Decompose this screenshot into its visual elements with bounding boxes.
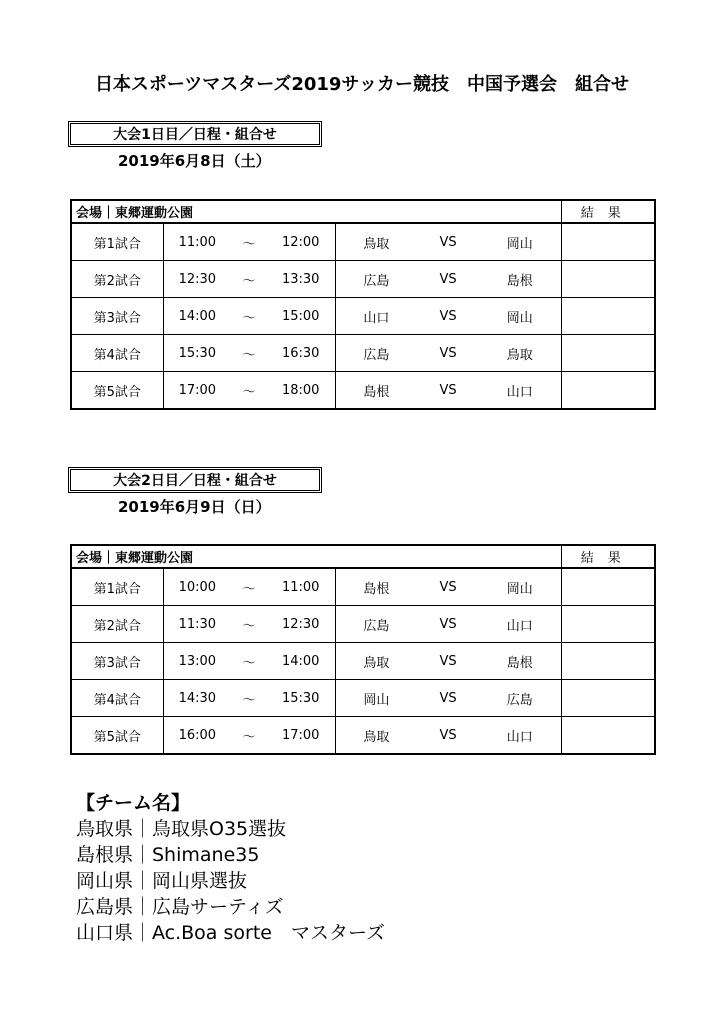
away-team: 広島 — [506, 692, 533, 708]
versus-label: VS — [439, 345, 457, 361]
versus-label: VS — [439, 727, 457, 743]
matchup — [335, 680, 561, 717]
start-time: 17:00 — [178, 382, 217, 398]
match-row — [71, 223, 655, 261]
team-entry: 島根県｜Shimane35 — [76, 844, 260, 866]
team-entry: 広島県｜広島サーティズ — [76, 896, 284, 918]
start-time: 10:00 — [178, 579, 217, 595]
time-separator: ～ — [242, 347, 256, 363]
start-time: 13:00 — [178, 653, 217, 669]
home-team: 広島 — [363, 618, 390, 634]
time-separator: ～ — [242, 384, 256, 400]
away-team: 島根 — [506, 655, 533, 671]
away-team: 山口 — [506, 618, 533, 634]
result-cell — [561, 298, 655, 335]
time-separator: ～ — [242, 236, 256, 252]
match-time — [163, 606, 335, 643]
match-time — [163, 717, 335, 755]
match-number: 第4試合 — [71, 335, 163, 372]
away-team: 山口 — [506, 384, 533, 400]
day2-schedule-table — [70, 544, 656, 755]
start-time: 15:30 — [178, 345, 217, 361]
home-team: 広島 — [363, 273, 390, 289]
result-cell — [561, 223, 655, 261]
day2-date: 2019年6月9日（日） — [118, 498, 271, 516]
away-team: 岡山 — [506, 310, 533, 326]
away-team: 岡山 — [506, 581, 533, 597]
end-time: 15:30 — [281, 690, 320, 706]
away-team: 山口 — [506, 729, 533, 745]
day1-date: 2019年6月8日（土） — [118, 152, 271, 170]
match-row — [71, 261, 655, 298]
match-time — [163, 372, 335, 410]
end-time: 13:30 — [281, 271, 320, 287]
home-team: 鳥取 — [363, 655, 390, 671]
home-team: 鳥取 — [363, 236, 390, 252]
matchup — [335, 261, 561, 298]
matchup — [335, 372, 561, 410]
start-time: 14:00 — [178, 308, 217, 324]
versus-label: VS — [439, 579, 457, 595]
time-separator: ～ — [242, 618, 256, 634]
start-time: 11:30 — [178, 616, 217, 632]
match-row — [71, 680, 655, 717]
away-team: 島根 — [506, 273, 533, 289]
table-header-row — [71, 545, 655, 568]
match-row — [71, 606, 655, 643]
home-team: 島根 — [363, 581, 390, 597]
home-team: 岡山 — [363, 692, 390, 708]
matchup — [335, 606, 561, 643]
match-row — [71, 717, 655, 755]
team-entry: 鳥取県｜鳥取県O35選抜 — [76, 818, 287, 840]
match-row — [71, 335, 655, 372]
end-time: 11:00 — [281, 579, 320, 595]
match-row — [71, 643, 655, 680]
match-number: 第4試合 — [71, 680, 163, 717]
result-cell — [561, 372, 655, 410]
match-time — [163, 298, 335, 335]
time-separator: ～ — [242, 692, 256, 708]
match-number: 第5試合 — [71, 717, 163, 755]
versus-label: VS — [439, 690, 457, 706]
result-header: 結果 — [561, 545, 655, 568]
end-time: 17:00 — [281, 727, 320, 743]
end-time: 12:00 — [281, 234, 320, 250]
versus-label: VS — [439, 616, 457, 632]
away-team: 岡山 — [506, 236, 533, 252]
matchup — [335, 568, 561, 606]
match-time — [163, 680, 335, 717]
matchup — [335, 717, 561, 755]
match-time — [163, 335, 335, 372]
versus-label: VS — [439, 382, 457, 398]
match-number: 第3試合 — [71, 298, 163, 335]
match-row — [71, 568, 655, 606]
match-time — [163, 568, 335, 606]
versus-label: VS — [439, 234, 457, 250]
match-number: 第1試合 — [71, 223, 163, 261]
matchup — [335, 298, 561, 335]
start-time: 16:00 — [178, 727, 217, 743]
match-row — [71, 298, 655, 335]
match-number: 第5試合 — [71, 372, 163, 410]
result-cell — [561, 717, 655, 755]
time-separator: ～ — [242, 655, 256, 671]
start-time: 14:30 — [178, 690, 217, 706]
result-cell — [561, 680, 655, 717]
matchup — [335, 223, 561, 261]
start-time: 12:30 — [178, 271, 217, 287]
time-separator: ～ — [242, 581, 256, 597]
versus-label: VS — [439, 308, 457, 324]
result-cell — [561, 643, 655, 680]
match-number: 第2試合 — [71, 606, 163, 643]
home-team: 広島 — [363, 347, 390, 363]
end-time: 18:00 — [281, 382, 320, 398]
match-row — [71, 372, 655, 410]
time-separator: ～ — [242, 729, 256, 745]
team-entry: 岡山県｜岡山県選抜 — [76, 870, 248, 892]
match-number: 第2試合 — [71, 261, 163, 298]
match-time — [163, 643, 335, 680]
away-team: 鳥取 — [506, 347, 533, 363]
result-cell — [561, 261, 655, 298]
page-title: 日本スポーツマスターズ2019サッカー競技 中国予選会 組合せ — [94, 74, 630, 95]
result-header: 結果 — [561, 200, 655, 223]
match-time — [163, 223, 335, 261]
home-team: 島根 — [363, 384, 390, 400]
versus-label: VS — [439, 653, 457, 669]
result-cell — [561, 606, 655, 643]
result-cell — [561, 335, 655, 372]
home-team: 鳥取 — [363, 729, 390, 745]
team-list-heading: 【チーム名】 — [76, 792, 191, 814]
day2-label-box: 大会2日目／日程・組合せ — [68, 467, 322, 493]
time-separator: ～ — [242, 273, 256, 289]
end-time: 14:00 — [281, 653, 320, 669]
match-number: 第1試合 — [71, 568, 163, 606]
matchup — [335, 643, 561, 680]
time-separator: ～ — [242, 310, 256, 326]
versus-label: VS — [439, 271, 457, 287]
day1-schedule-table — [70, 199, 656, 410]
end-time: 12:30 — [281, 616, 320, 632]
team-list — [76, 790, 385, 946]
match-time — [163, 261, 335, 298]
team-entry: 山口県｜Ac.Boa sorte マスターズ — [76, 922, 386, 944]
table-header-row — [71, 200, 655, 223]
day1-label-box: 大会1日目／日程・組合せ — [68, 121, 322, 147]
home-team: 山口 — [363, 310, 390, 326]
end-time: 15:00 — [281, 308, 320, 324]
start-time: 11:00 — [178, 234, 217, 250]
venue-label: 会場｜東郷運動公園 — [71, 200, 561, 223]
matchup — [335, 335, 561, 372]
venue-label: 会場｜東郷運動公園 — [71, 545, 561, 568]
result-cell — [561, 568, 655, 606]
match-number: 第3試合 — [71, 643, 163, 680]
end-time: 16:30 — [281, 345, 320, 361]
